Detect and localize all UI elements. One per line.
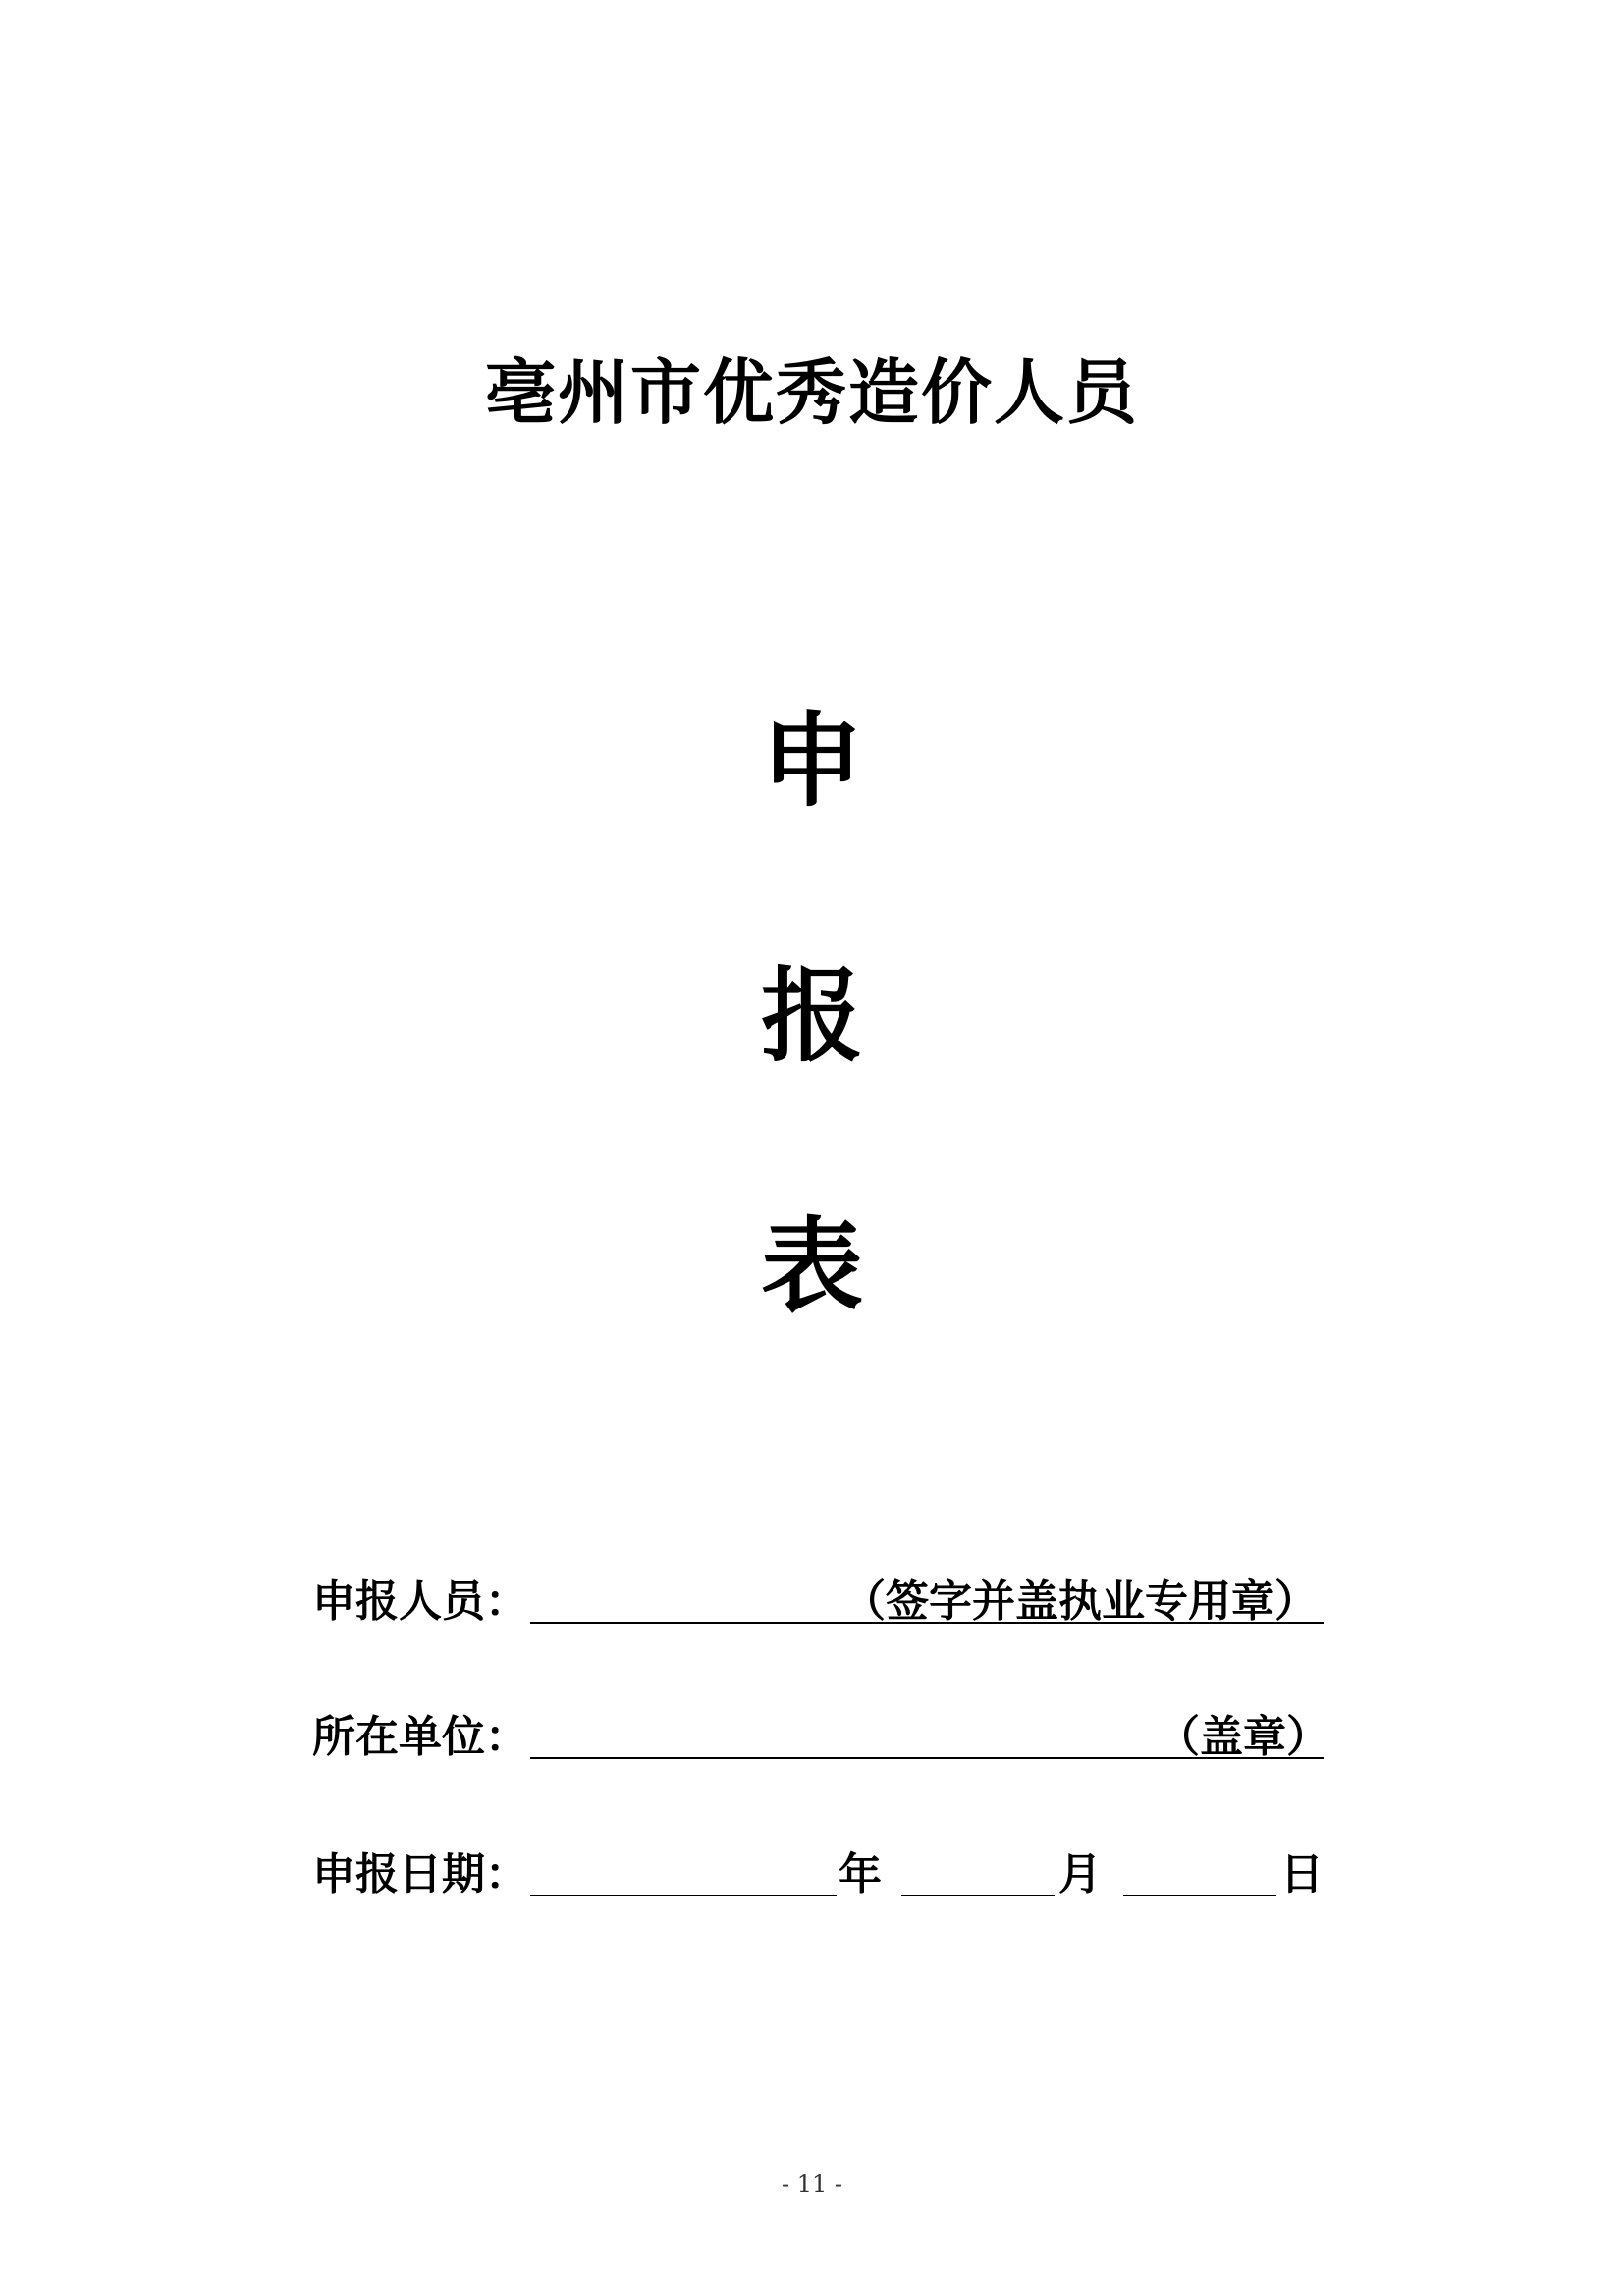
date-day-label: 日 <box>1280 1849 1324 1899</box>
applicant-suffix: （签字并盖执业专用章） <box>842 1576 1318 1627</box>
unit-label: 所在单位： <box>312 1712 528 1762</box>
date-year-label: 年 <box>839 1849 882 1899</box>
date-day-line[interactable] <box>1123 1895 1276 1896</box>
unit-row <box>312 1708 1329 1767</box>
applicant-label: 申报人员： <box>312 1576 528 1627</box>
page-number: - 11 - <box>781 2170 842 2198</box>
date-month-line[interactable] <box>901 1895 1055 1896</box>
date-month-label: 月 <box>1058 1849 1102 1899</box>
title-char-bao: 报 <box>760 955 863 1076</box>
date-year-line[interactable] <box>530 1895 837 1896</box>
title-char-shen: 申 <box>760 700 863 821</box>
date-row <box>312 1845 1324 1904</box>
title-char-biao: 表 <box>760 1205 863 1326</box>
document-title: 亳州市优秀造价人员 <box>484 350 1139 434</box>
applicant-row <box>312 1573 1324 1631</box>
date-label: 申报日期： <box>312 1849 528 1899</box>
unit-suffix: （盖章） <box>1157 1712 1329 1762</box>
